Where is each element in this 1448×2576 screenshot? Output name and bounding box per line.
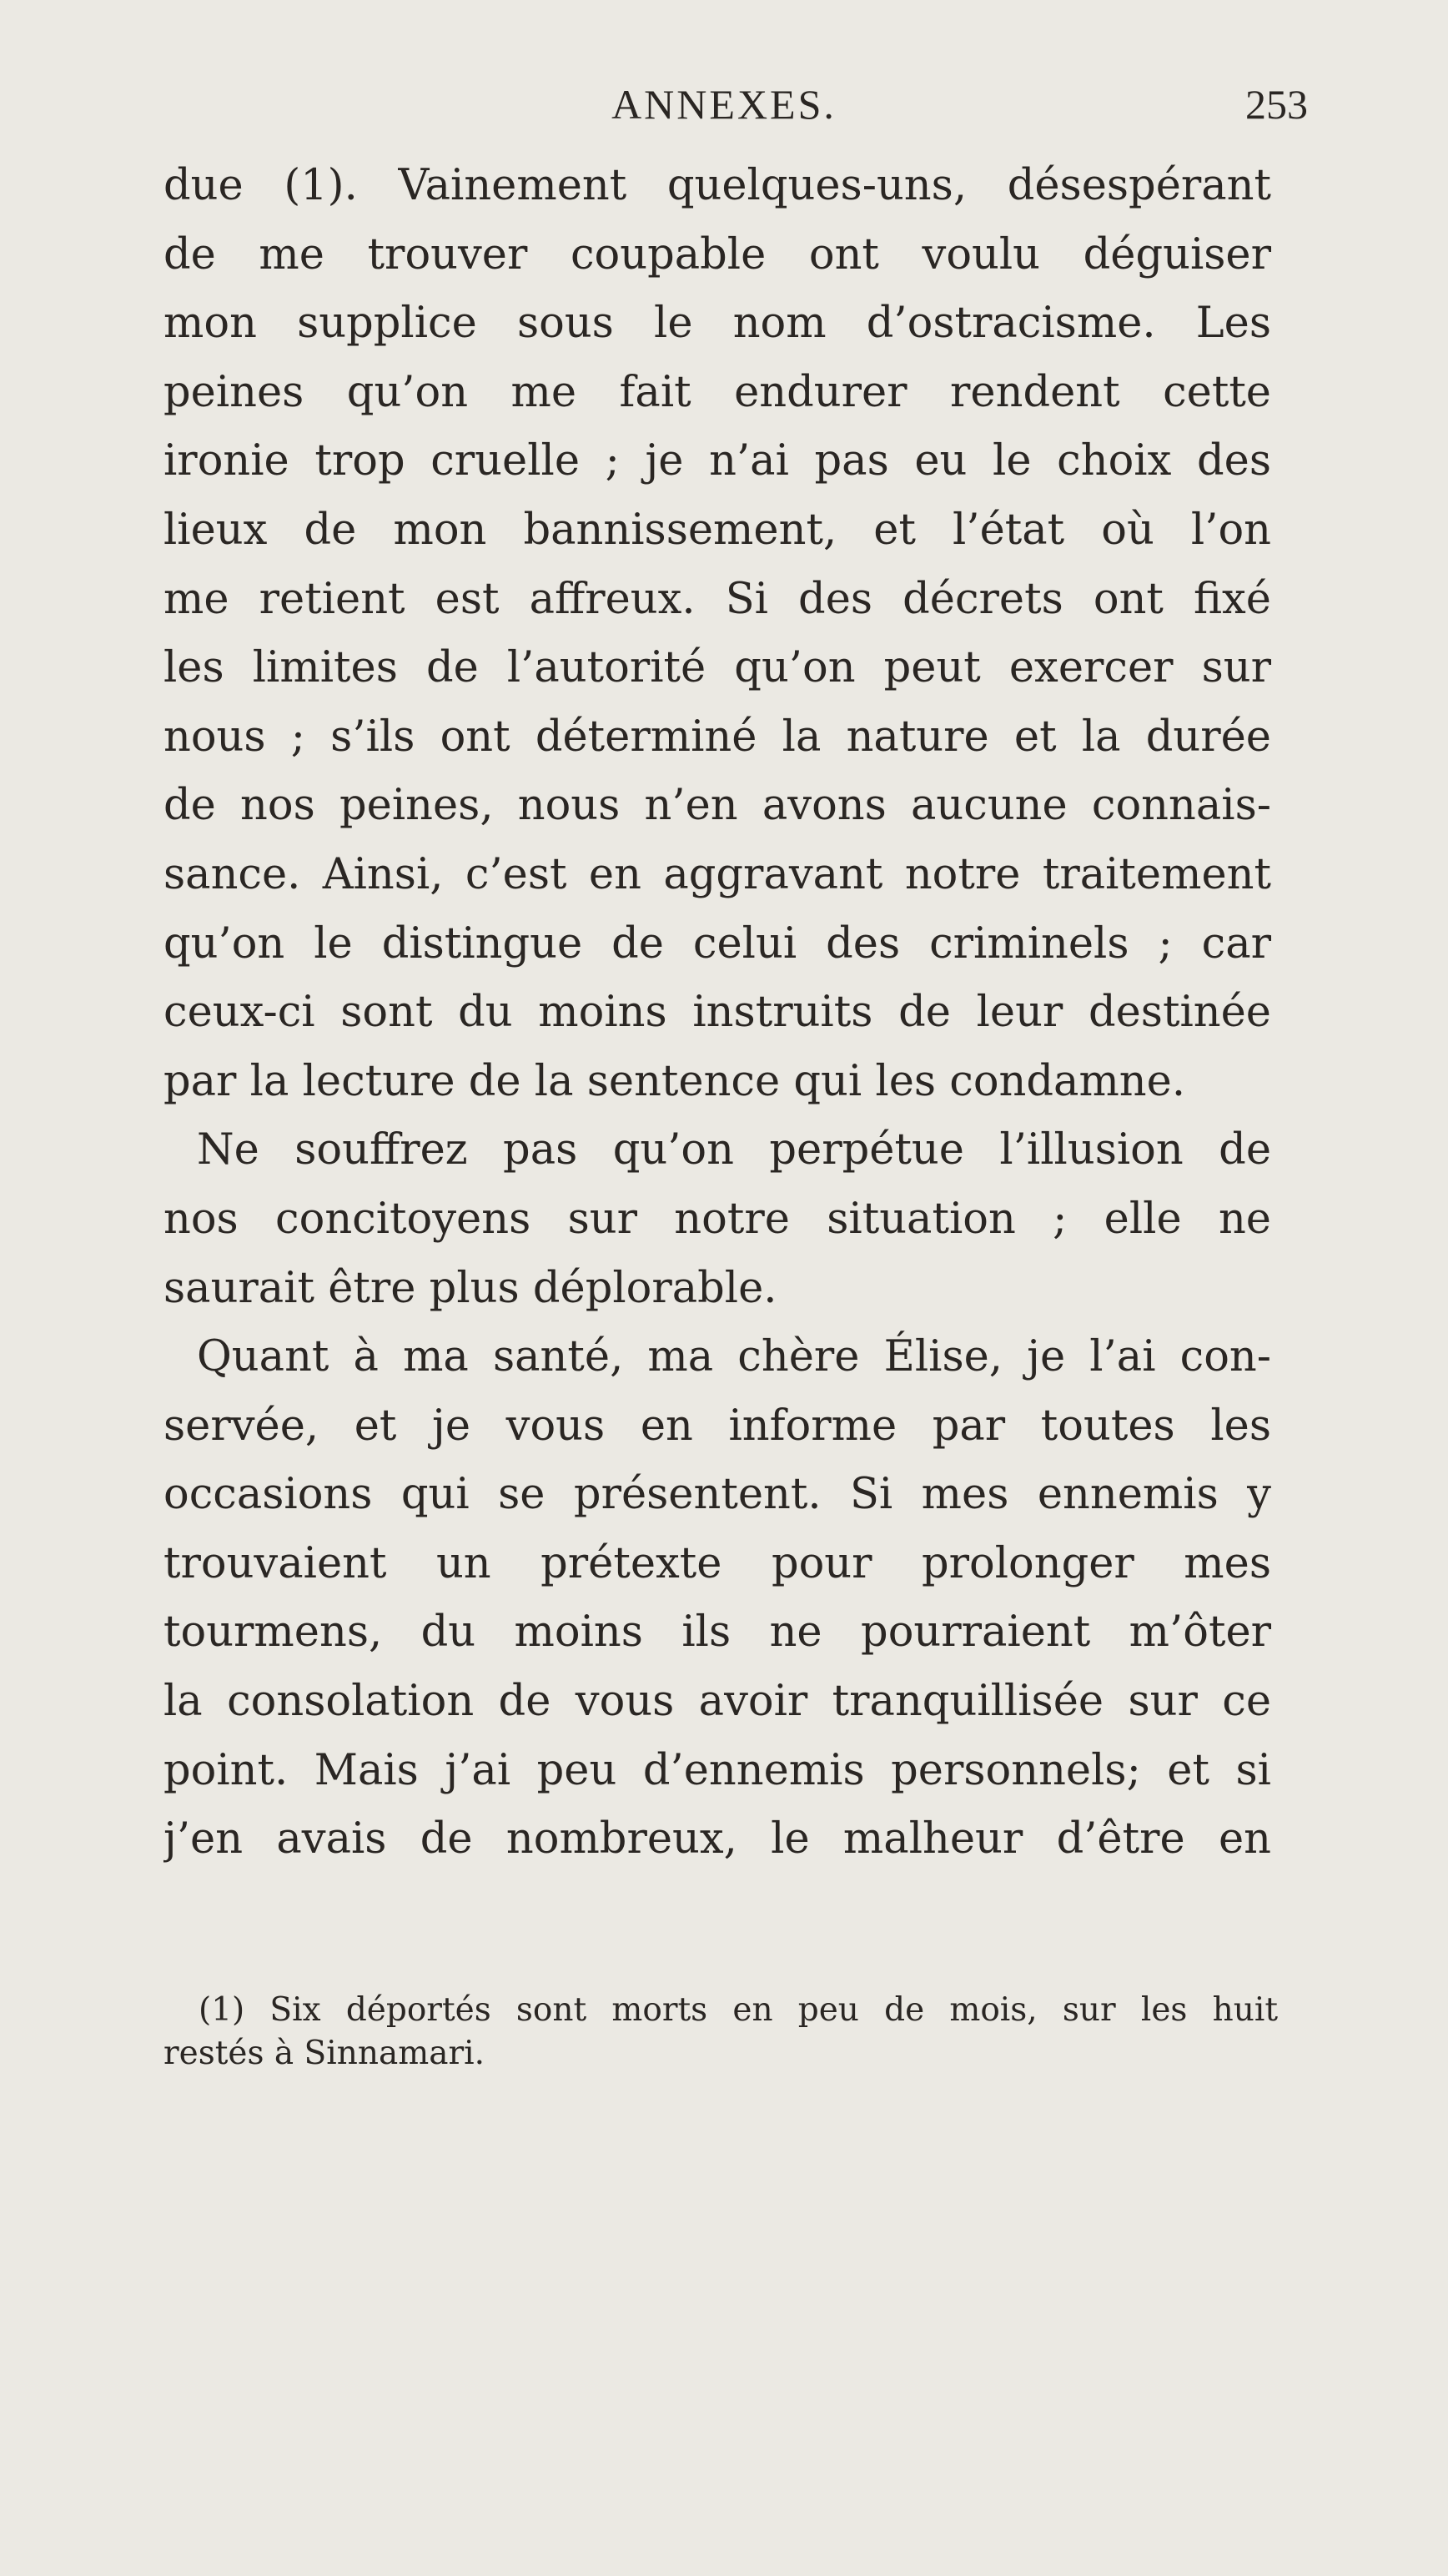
text-line: mon supplice sous le nom d’ostracisme. Les (163, 299, 1271, 349)
footnote-line: (1) Six déportés sont morts en peu de mois, sur les huit (199, 1991, 1278, 2029)
text-line: de nos peines, nous n’en avons aucune connais- (163, 781, 1271, 831)
text-line: j’en avais de nombreux, le malheur d’être en (163, 1814, 1271, 1864)
text-line: lieux de mon bannissement, et l’état où l’on (163, 505, 1271, 555)
text-line: Quant à ma santé, ma chère Élise, je l’ai con- (197, 1332, 1271, 1382)
text-line: point. Mais j’ai peu d’ennemis personnels; et si (163, 1745, 1271, 1795)
text-line: sance. Ainsi, c’est en aggravant notre traitement (163, 849, 1271, 899)
text-line: me retient est affreux. Si des décrets ont fixé (163, 574, 1271, 624)
page-header (0, 80, 1448, 138)
running-title: ANNEXES. (611, 81, 837, 128)
footnote (163, 1989, 1278, 2075)
text-line: Ne souffrez pas qu’on perpétue l’illusion de (197, 1125, 1271, 1175)
text-line: les limites de l’autorité qu’on peut exercer sur (163, 643, 1271, 693)
page-number: 253 (1245, 81, 1308, 128)
text-line: de me trouver coupable ont voulu déguiser (163, 229, 1271, 279)
footnote-line: restés à Sinnamari. (163, 2035, 485, 2072)
text-line: tourmens, du moins ils ne pourraient m’ôter (163, 1607, 1271, 1658)
text-line: par la lecture de la sentence qui les condamne. (163, 1056, 1186, 1106)
text-line: qu’on le distingue de celui des criminels ; car (163, 918, 1271, 969)
text-line: occasions qui se présentent. Si mes ennemis y (163, 1470, 1271, 1520)
text-line: nous ; s’ils ont déterminé la nature et la durée (163, 712, 1271, 762)
text-line: nos concitoyens sur notre situation ; elle ne (163, 1194, 1271, 1244)
text-line: ironie trop cruelle ; je n’ai pas eu le choix des (163, 436, 1271, 486)
text-line: la consolation de vous avoir tranquillisée sur ce (163, 1677, 1271, 1727)
text-line: saurait être plus déplorable. (163, 1263, 777, 1313)
text-line: trouvaient un prétexte pour prolonger mes (163, 1538, 1271, 1588)
text-line: due (1). Vainement quelques-uns, désespérant (163, 161, 1271, 210)
text-line: peines qu’on me fait endurer rendent cette (163, 367, 1271, 417)
body-text (163, 152, 1271, 1874)
text-line: servée, et je vous en informe par toutes les (163, 1401, 1271, 1451)
text-line: ceux-ci sont du moins instruits de leur destinée (163, 988, 1271, 1038)
